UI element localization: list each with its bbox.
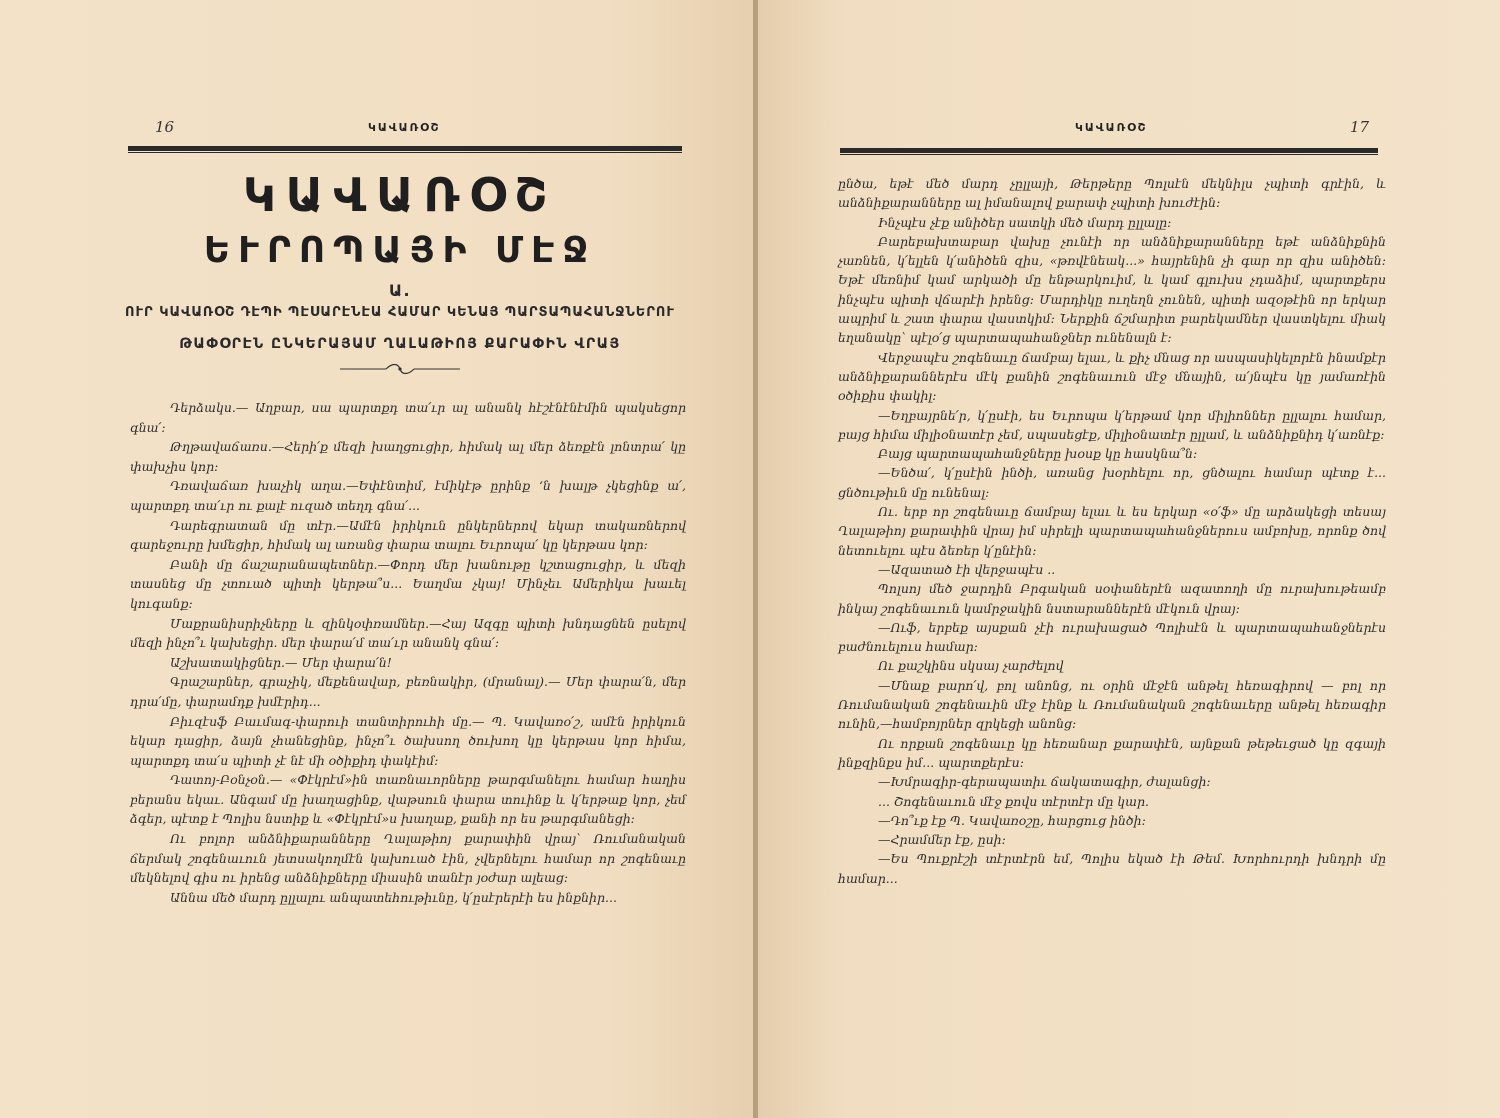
paragraph: —Դո՞ւք էք Պ. Կավառօշը, հարցուց ինծի։ xyxy=(878,812,1146,828)
paragraph: Դերձակս.— Աղբար, սա պարտքդ տա՛ւր ալ անանկ հէշէնէնէմին պակսեցոր գնա՛։ xyxy=(130,400,686,435)
paragraph: Դարեգրատան մը տէր.—Ամէն իրիկուն ընկերներով եկար տակառներով գարեջուրը խմեցիր, հիմակ ալ առանց փարա տալու Եւրոպա՛ կը կերթաս կոր։ xyxy=(130,517,686,553)
paragraph: —Մնաք բարո՛վ, բոլ անոնց, ու օրին մէջէն անթել հեռագիրով — բոլ որ Ռումանական շոգենաւին մէջ էինք և Ռումանական շոգենաւերը անթել հեռագիր ունին,—համբոյրներ զրկեցի անոնց։ xyxy=(838,677,1386,732)
paragraph: Ու. երբ որ շոգենաւը ճամբայ ելաւ և ես երկար «օ՛ֆ» մը արձակեցի տեսայ Ղալաթիոյ քարափին վրայ իմ սիրելի պարտապահանջներուս ամբոխը, որոնք ծով նետուելու պէս ձեռեր կ՛ընէին։ xyxy=(838,504,1386,558)
paragraph: —Ենծա՛, կ՛ըսէին ինծի, առանց խօրհելու որ, ցնծալու համար պէտք է... ցնծութիւն մը ունենալ։ xyxy=(838,465,1386,500)
paragraph: Մաքրանիսրիչները և զինկօփռամներ.—Հայ Ազգը պիտի խնդացնեն ըսելով մեզի ինչո՞ւ կախեցիր. մեր փարա՛մ տա՛ւր անանկ գնա՛։ xyxy=(130,615,686,651)
paragraph: Ու որքան շոգենաւը կը հեռանար քարափէն, այնքան թեթեւցած կը զգայի ինքզինքս իմ... պարտքերէս։ xyxy=(838,735,1386,770)
paragraph: Բիւզէսֆ Բաւմագ-փարուի տանտիրուհի մը.— Պ. Կավառօ՛շ, ամէն իրիկուն եկար դացիր, ձայն չհանեցինք, ինչո՞ւ ծախսող ծուխող կը կերթաս կոր հիմա, պարտքդ տա՛ս պիտի չէ նէ մի օծիքիդ փակէիմ։ xyxy=(130,713,686,768)
ornament-divider xyxy=(340,362,460,376)
title-line-2: ԵՒՐՈՊԱՅԻ ՄԷՋ xyxy=(203,230,597,271)
paragraph: Բանի մը ճաշարանապետներ.—Փորդ մեր խանութը կշտացուցիր, և մեզի տասնեց մը չտուած պիտի կերթա՞ս... Եաղմա չկայ! Մինչեւ Ամերիկա խաւել կուգանք։ xyxy=(130,556,686,611)
paragraph: Աննա մեծ մարդ ըլլալու անպատեհութիւնը, կ՛ըսէրերէի ես ինքնիր... xyxy=(170,889,617,905)
paragraph: Բայց պարտապահանջները խօսք կը հասկնա՞ն։ xyxy=(878,446,1198,462)
paragraph: Թղթավաճառս.—Հերի՛ք մեզի խաղցուցիր, հիմակ ալ մեր ձեռքէն լոնտրա՛ կը փախչիս կոր։ xyxy=(130,439,686,474)
paragraph: Ինչպէս չէք անիծեր սատկի մեծ մարդ ըլլալը։ xyxy=(878,214,1172,230)
section-mark: Ա. xyxy=(388,281,412,300)
left-running-head: ԿԱՎԱՌՕՇ xyxy=(368,121,441,134)
left-header-rule xyxy=(128,146,682,151)
right-page xyxy=(758,0,1500,1118)
title-line-1: ԿԱՎԱՌՕՇ xyxy=(242,168,558,222)
right-header-rule xyxy=(840,148,1378,153)
paragraph: —Հրամմեր էք, ըսի։ xyxy=(878,832,1006,848)
paragraph: Ու բոլոր անձնիքարանները Ղալաթիոյ քարափին վրայ՝ Ռումանական ճերմակ շոգենաւուն յետսակողմէն կախուած էին, չվերնելու համար որ շոգենաւը մեկնելով գիս ու իրենց անձնիքները միասին տանէր յօժար ալեաց։ xyxy=(130,831,686,886)
paragraph: Պոլսոյ մեծ ջարդին Բրգական սօփաներէն ազատողի մը ուրախութեամբ ինկայ շոգենաւուն կամրջակին նստարաններէն մէկուն վրայ։ xyxy=(838,581,1386,616)
paragraph: —Եղբայրնե՛ր, կ՛ըսէի, ես Եւրոպա կ՛երթամ կոր միլիոններ ըլլալու համար, բայց հիմա միլիօնատէր չեմ, սպասեցէք, միլիօնատէր ըլլամ, և անձնիքնիդ կ՛առնէք։ xyxy=(838,407,1386,442)
left-page-number: 16 xyxy=(155,118,175,136)
subtitle-line-1: ՈՒՐ ԿԱՎԱՌՕՇ ԴԷՊԻ ՊԷՍԱՐԷՆԷԱ ՀԱՄԱՐ ԿԵՆԱՅ ՊԱՐՏԱՊԱՀԱՆՋՆԵՐՈՒ xyxy=(125,305,675,320)
subtitle-line-2: ԹԱՓՕՐԷՆ ԸՆԿԵՐԱՅԱՄ ՂԱԼԱԹԻՈՅ ՔԱՐԱՓԻՆ ՎՐԱՅ xyxy=(179,336,621,352)
right-running-head: ԿԱՎԱՌՕՇ xyxy=(1075,121,1148,134)
paragraph: —Խմրագիր-գերապատիւ ճակատագիր, ժալանցի։ xyxy=(878,774,1211,790)
paragraph: Գրաշարներ, գրաչիկ, մեքենավար, բեռնակիր, (մրանալ).— Մեր փարա՛ն, մեր դրա՛մը, փարամդք խմէրիդ... xyxy=(130,674,686,709)
paragraph: Վերջապէս շոգենաւը ճամբայ ելաւ, և քիչ մնաց որ ասպասիկելորէն ինամքէր անձնիքարաններէս մէկ քանին շոգենաւուն մէջ մնային, ա՛յնպէս կը յամառէին օծիքիս փակիլ։ xyxy=(838,349,1386,404)
left-body-text xyxy=(130,398,686,907)
paragraph: —Ուֆ, երբեք այսքան չէի ուրախացած Պոլիսէն և պարտապահանջներէս բաժնուելուս համար։ xyxy=(838,619,1386,655)
right-page-number: 17 xyxy=(1350,118,1370,136)
paragraph: ընծա, եթէ մեծ մարդ չըլլայի, Թերթերը Պոլսէն մեկնիլս չպիտի գրէին, և անձնիքարանները ալ իմանալով քարափ չպիտի խուժէին։ xyxy=(838,176,1386,211)
paragraph: ... Շոգենաւուն մէջ քովս տէրտէր մը կար. xyxy=(878,793,1150,809)
paragraph: Դռավաճառ խաչիկ աղա.—Եփէնտիմ, էմիկէթ ըրինք ‘ն խալթ չկեցինք ա՛, պարտքդ տա՛ւր ու քալէ ուզած տեղդ գնա՛... xyxy=(130,478,686,513)
paragraph: Ու քաշկինս սկսայ չարժելով xyxy=(878,658,1064,674)
paragraph: —Ես Պուքրէշի տէրտէրն եմ, Պոլիս եկած էի Թեմ. Խորհուրդի խնդրի մը համար... xyxy=(838,851,1386,886)
paragraph: Բարեբախտաբար վախը չունէի որ անձնիքարանները եթէ անձնիքնին չառնեն, կ՛ելլեն կ՛անիծեն զիս, «թռվէնեակ...» հայրենին չի գար որ զիս անիծեն։ Եթէ մեռնիմ կամ արկածի մը ենթարկուիմ, և կամ գլուխս չդաձիմ, պարտքերս ինչպէս պիտի վճարէի իրենց։ Մարդիկը ուղեղն չունեն, պիտի ազօթէին որ երկար ապրիմ և շատ փարա վաստկիմ։ Ներքին ճշմարիտ բարեկամներ վաստկելու միակ եղանակը՝ պէլօ՛ց պարտապահանջներ ունենալն է։ xyxy=(838,233,1386,346)
paragraph: —Ազատած էի վերջապէս .. xyxy=(878,561,1056,577)
paragraph: Աշխատակիցներ.— Մեր փարա՛ն! xyxy=(170,654,392,670)
right-body-text xyxy=(838,174,1386,888)
paragraph: Դատոյ-Բօնչօն.— «Փէկրէմ»ին տառնաւորները թարգմանելու համար հաղիս բերանս եկաւ. Անգամ մը խաղացինք, վաթսուն փարա տուինք և կ՛երթաք կոր, չեմ ձգեր, պէտք է Պոլիս նստիք և «Փէկրէմ»ս խաղաք, քանի որ ես թարգմանեցի։ xyxy=(130,772,686,827)
